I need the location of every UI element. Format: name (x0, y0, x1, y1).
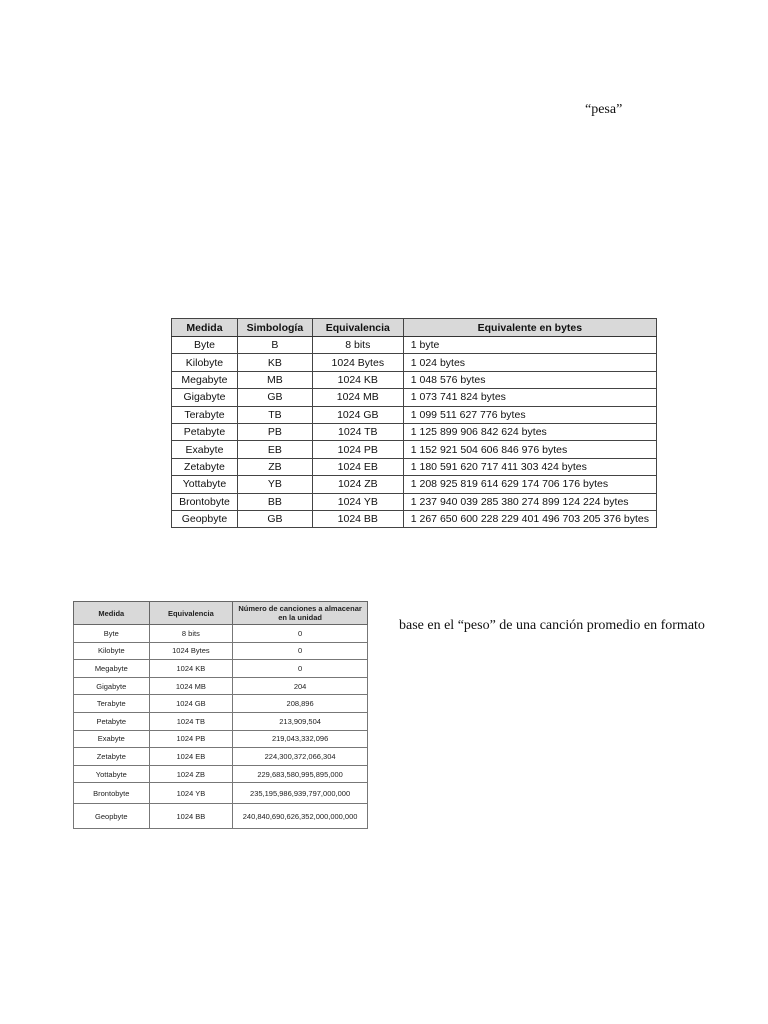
table-cell: 0 (233, 625, 368, 643)
table-row (172, 406, 657, 423)
table-cell: Byte (172, 337, 238, 354)
table-cell: 1024 ZB (312, 476, 403, 493)
table-cell: 1 267 650 600 228 229 401 496 703 205 376 bytes (403, 510, 656, 527)
table-cell: Gigabyte (74, 677, 150, 695)
table-cell: 1024 Bytes (149, 642, 233, 660)
table-row (74, 783, 368, 804)
table-cell: 1 048 576 bytes (403, 371, 656, 388)
header-numero-canciones: Número de canciones a almacenar en la unidad (233, 602, 368, 625)
table-cell: 208,896 (233, 695, 368, 713)
table-cell: 1 152 921 504 606 846 976 bytes (403, 441, 656, 458)
header-equivalente-bytes: Equivalente en bytes (403, 319, 656, 337)
table-row (74, 642, 368, 660)
table-cell: PB (237, 423, 312, 440)
table-cell: Kilobyte (172, 354, 238, 371)
table-cell: 219,043,332,096 (233, 730, 368, 748)
table-cell: Geopbyte (74, 804, 150, 829)
table-cell: Geopbyte (172, 510, 238, 527)
table-cell: 1024 YB (312, 493, 403, 510)
table-cell: Petabyte (74, 712, 150, 730)
table-cell: 1024 EB (149, 748, 233, 766)
table-cell: 1024 GB (312, 406, 403, 423)
table-cell: 1 208 925 819 614 629 174 706 176 bytes (403, 476, 656, 493)
table-cell: 229,683,580,995,895,000 (233, 765, 368, 783)
table-row (74, 765, 368, 783)
songs-table-header (74, 602, 368, 625)
table-cell: MB (237, 371, 312, 388)
table-row (172, 493, 657, 510)
table-cell: 1024 TB (149, 712, 233, 730)
header-medida: Medida (74, 602, 150, 625)
table-row (172, 423, 657, 440)
table-row (172, 371, 657, 388)
table-cell: 1024 BB (312, 510, 403, 527)
table-cell: Megabyte (74, 660, 150, 678)
table-row (74, 730, 368, 748)
table-cell: 8 bits (149, 625, 233, 643)
table-cell: Terabyte (74, 695, 150, 713)
table-row (74, 804, 368, 829)
table-row (172, 389, 657, 406)
table-row (172, 354, 657, 371)
table-cell: 1024 YB (149, 783, 233, 804)
units-table-header (172, 319, 657, 337)
table-cell: Kilobyte (74, 642, 150, 660)
table-row (172, 441, 657, 458)
table-cell: Brontobyte (172, 493, 238, 510)
header-medida: Medida (172, 319, 238, 337)
songs-table (73, 601, 368, 829)
table-cell: 1024 MB (149, 677, 233, 695)
table-cell: 235,195,986,939,797,000,000 (233, 783, 368, 804)
table-row (172, 337, 657, 354)
table-row (172, 458, 657, 475)
table-cell: 1024 MB (312, 389, 403, 406)
table-row (74, 660, 368, 678)
text-base-peso: base en el “peso” de una canción promedio en formato (399, 618, 705, 633)
table-cell: 1 125 899 906 842 624 bytes (403, 423, 656, 440)
table-cell: YB (237, 476, 312, 493)
table-cell: 1 099 511 627 776 bytes (403, 406, 656, 423)
table-cell: Terabyte (172, 406, 238, 423)
table-cell: 1024 KB (149, 660, 233, 678)
table-cell: 1024 PB (149, 730, 233, 748)
table-row (74, 695, 368, 713)
table-cell: 1024 BB (149, 804, 233, 829)
table-cell: Byte (74, 625, 150, 643)
table-cell: Yottabyte (172, 476, 238, 493)
table-cell: EB (237, 441, 312, 458)
table-cell: 213,909,504 (233, 712, 368, 730)
table-cell: 1024 KB (312, 371, 403, 388)
table-cell: B (237, 337, 312, 354)
table-cell: 1 073 741 824 bytes (403, 389, 656, 406)
units-table (171, 318, 657, 528)
table-cell: GB (237, 389, 312, 406)
table-cell: 1024 Bytes (312, 354, 403, 371)
units-table-body (172, 337, 657, 528)
table-cell: Petabyte (172, 423, 238, 440)
table-cell: 8 bits (312, 337, 403, 354)
table-cell: Exabyte (74, 730, 150, 748)
table-cell: Exabyte (172, 441, 238, 458)
table-cell: 1024 TB (312, 423, 403, 440)
table-row (172, 476, 657, 493)
header-equivalencia: Equivalencia (312, 319, 403, 337)
table-cell: Yottabyte (74, 765, 150, 783)
table-cell: 1 byte (403, 337, 656, 354)
header-simbologia: Simbología (237, 319, 312, 337)
table-cell: Zetabyte (172, 458, 238, 475)
table-cell: 1 180 591 620 717 411 303 424 bytes (403, 458, 656, 475)
table-cell: 204 (233, 677, 368, 695)
table-cell: KB (237, 354, 312, 371)
table-cell: 0 (233, 642, 368, 660)
table-row (74, 677, 368, 695)
table-cell: GB (237, 510, 312, 527)
table-cell: 1024 GB (149, 695, 233, 713)
table-cell: Megabyte (172, 371, 238, 388)
table-row (74, 712, 368, 730)
songs-table-body (74, 625, 368, 829)
table-cell: Gigabyte (172, 389, 238, 406)
table-cell: 1 237 940 039 285 380 274 899 124 224 bytes (403, 493, 656, 510)
table-row (74, 625, 368, 643)
table-cell: TB (237, 406, 312, 423)
header-equivalencia: Equivalencia (149, 602, 233, 625)
table-cell: BB (237, 493, 312, 510)
table-cell: 1 024 bytes (403, 354, 656, 371)
table-cell: Zetabyte (74, 748, 150, 766)
table-cell: 1024 ZB (149, 765, 233, 783)
table-cell: 224,300,372,066,304 (233, 748, 368, 766)
table-row (74, 748, 368, 766)
table-cell: 0 (233, 660, 368, 678)
table-cell: Brontobyte (74, 783, 150, 804)
table-cell: 1024 EB (312, 458, 403, 475)
table-row (172, 510, 657, 527)
text-pesa: “pesa” (585, 102, 623, 117)
table-cell: 240,840,690,626,352,000,000,000 (233, 804, 368, 829)
table-cell: 1024 PB (312, 441, 403, 458)
table-cell: ZB (237, 458, 312, 475)
